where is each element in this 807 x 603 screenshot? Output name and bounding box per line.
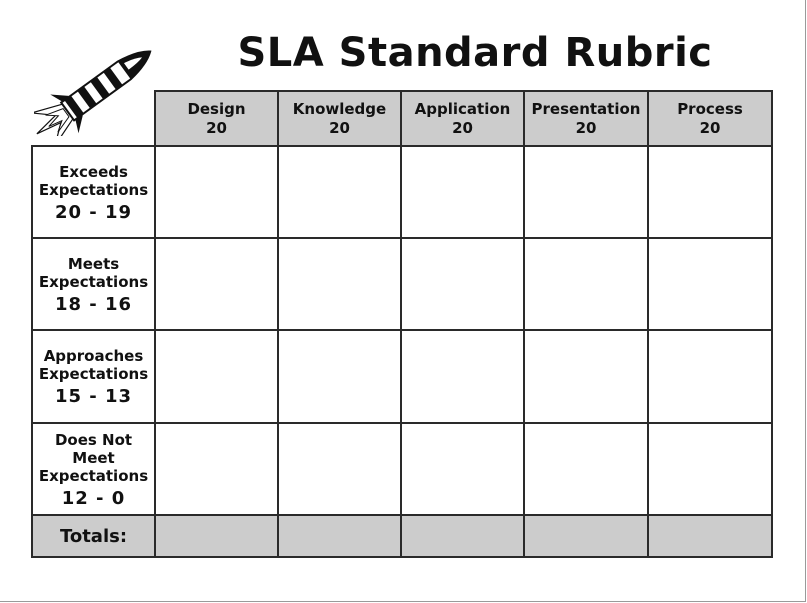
- score-cell[interactable]: [278, 146, 401, 238]
- row-range: 12 - 0: [61, 487, 126, 509]
- score-cell[interactable]: [155, 238, 278, 330]
- row-label-line: Expectations: [38, 272, 149, 291]
- score-cell[interactable]: [648, 238, 772, 330]
- row-header-does-not-meet: [32, 423, 155, 515]
- row-label-line: Approaches: [43, 347, 144, 365]
- score-cell[interactable]: [278, 423, 401, 515]
- column-name: Presentation: [531, 99, 641, 118]
- column-points: 20: [699, 118, 721, 137]
- column-header-design: [155, 91, 278, 146]
- column-name: Design: [187, 99, 246, 118]
- score-cell[interactable]: [401, 330, 524, 423]
- total-cell[interactable]: [524, 515, 648, 557]
- score-cell[interactable]: [524, 146, 648, 238]
- row-approaches: [32, 330, 772, 423]
- rubric-table: [31, 90, 773, 558]
- row-does-not-meet: [32, 423, 772, 515]
- column-header-presentation: [524, 91, 648, 146]
- score-cell[interactable]: [155, 330, 278, 423]
- score-cell[interactable]: [155, 146, 278, 238]
- score-cell[interactable]: [648, 423, 772, 515]
- score-cell[interactable]: [278, 330, 401, 423]
- row-label-line: Meets: [67, 254, 120, 273]
- column-points: 20: [329, 118, 350, 137]
- row-range: 20 - 19: [54, 201, 133, 223]
- row-label-line: Exceeds: [59, 162, 128, 181]
- row-label-line: Does Not: [54, 430, 133, 449]
- column-points: 20: [575, 118, 597, 137]
- column-name: Knowledge: [292, 99, 387, 118]
- column-name: Application: [414, 99, 511, 118]
- header-row: [32, 91, 772, 146]
- row-label-line: Expectations: [38, 180, 149, 199]
- column-header-process: [648, 91, 772, 146]
- row-header-meets: [32, 238, 155, 330]
- score-cell[interactable]: [524, 238, 648, 330]
- column-points: 20: [206, 118, 227, 137]
- column-points: 20: [452, 118, 473, 137]
- score-cell[interactable]: [401, 146, 524, 238]
- row-range: 18 - 16: [54, 293, 133, 315]
- row-label-line: Expectations: [38, 466, 149, 485]
- score-cell[interactable]: [401, 423, 524, 515]
- total-cell[interactable]: [278, 515, 401, 557]
- total-cell[interactable]: [401, 515, 524, 557]
- score-cell[interactable]: [278, 238, 401, 330]
- row-label-line: Meet: [72, 448, 115, 467]
- row-totals: [32, 515, 772, 557]
- column-name: Process: [677, 99, 743, 118]
- row-meets: [32, 238, 772, 330]
- total-cell[interactable]: [155, 515, 278, 557]
- score-cell[interactable]: [401, 238, 524, 330]
- row-exceeds: [32, 146, 772, 238]
- score-cell[interactable]: [648, 146, 772, 238]
- corner-cell: [32, 91, 155, 146]
- score-cell[interactable]: [648, 330, 772, 423]
- totals-label: Totals:: [32, 515, 155, 557]
- score-cell[interactable]: [524, 330, 648, 423]
- row-range: 15 - 13: [54, 386, 133, 407]
- score-cell[interactable]: [155, 423, 278, 515]
- row-label-line: Expectations: [38, 365, 149, 383]
- row-header-approaches: [32, 330, 155, 423]
- page-title: SLA Standard Rubric: [237, 30, 713, 76]
- column-header-application: [401, 91, 524, 146]
- score-cell[interactable]: [524, 423, 648, 515]
- total-cell[interactable]: [648, 515, 772, 557]
- row-header-exceeds: [32, 146, 155, 238]
- column-header-knowledge: [278, 91, 401, 146]
